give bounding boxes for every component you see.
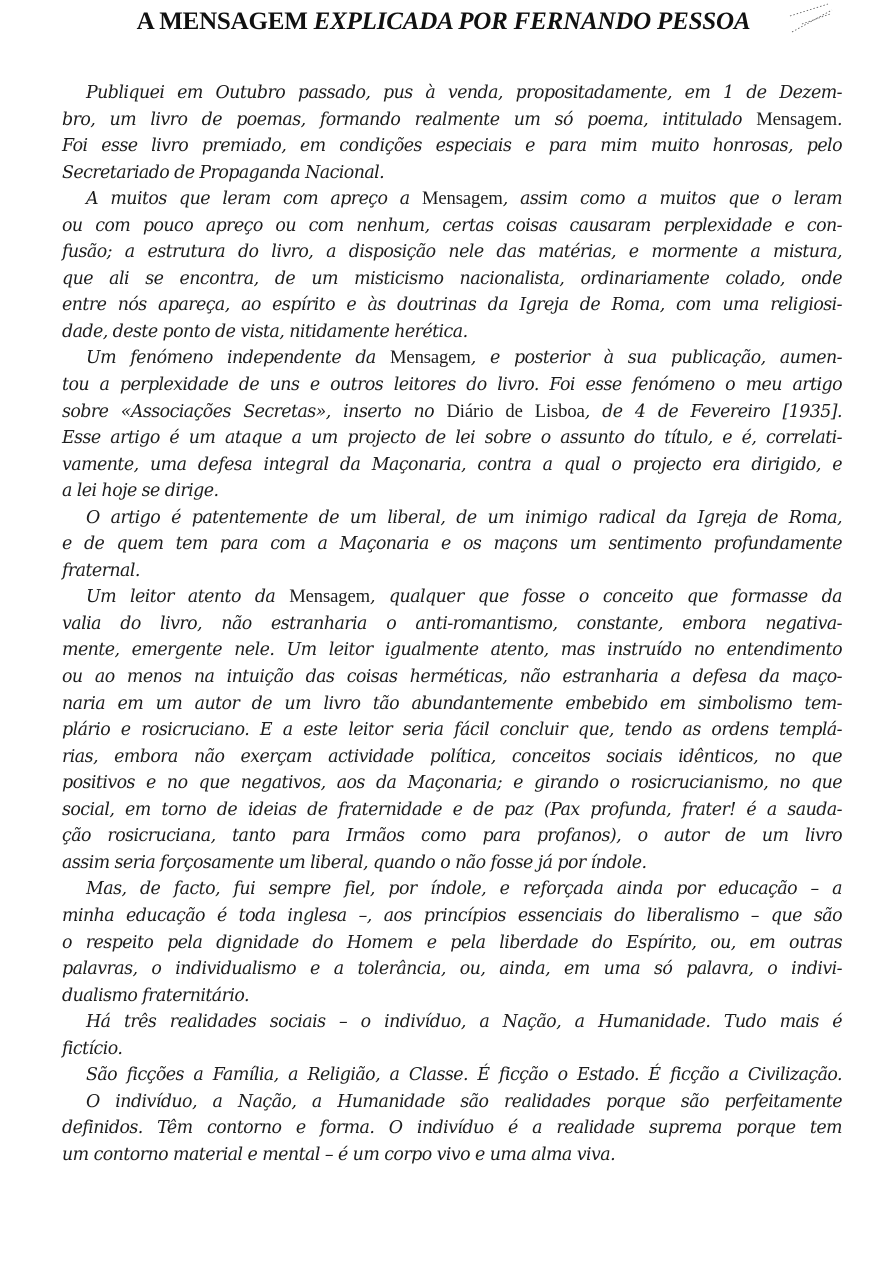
text-line xyxy=(62,345,842,372)
text-segment: ou ao menos na intuição das coisas herméticas, não estranharia a defesa da maço- xyxy=(62,667,842,688)
paragraph xyxy=(62,584,842,876)
text-line xyxy=(62,558,842,585)
paragraph xyxy=(62,505,842,585)
text-segment: O artigo é patentemente de um liberal, de um inimigo radical da Igreja de Roma, xyxy=(86,507,842,528)
text-line xyxy=(62,399,842,426)
text-line xyxy=(62,1036,842,1063)
text-line xyxy=(62,850,842,877)
text-line xyxy=(62,292,842,319)
text-line xyxy=(62,903,842,930)
text-line xyxy=(62,876,842,903)
text-segment: Esse artigo é um ataque a um projecto de lei sobre o assunto do título, e é, correlati- xyxy=(62,428,842,449)
title-reference: Mensagem xyxy=(756,108,838,130)
text-segment: entre nós apareça, ao espírito e às doutrinas da Igreja de Roma, com uma religiosi- xyxy=(62,295,842,316)
text-line xyxy=(62,425,842,452)
text-line xyxy=(62,1115,842,1142)
text-line xyxy=(62,213,842,240)
text-segment: bro, um livro de poemas, formando realmente um só poema, intitulado xyxy=(62,109,757,130)
text-segment: mente, emergente nele. Um leitor igualmente atento, mas instruído no entendimento xyxy=(62,640,842,661)
text-line xyxy=(62,956,842,983)
text-line xyxy=(62,823,842,850)
text-line xyxy=(62,770,842,797)
text-line xyxy=(62,80,842,107)
text-segment: valia do livro, não estranharia o anti-romantismo, constante, embora negativa- xyxy=(62,613,842,634)
text-line xyxy=(62,744,842,771)
text-segment: Secretariado de Propaganda Nacional. xyxy=(62,162,385,183)
text-line xyxy=(62,1142,842,1169)
text-line xyxy=(62,531,842,558)
text-segment: Um fenómeno independente da xyxy=(86,348,390,369)
text-line xyxy=(62,797,842,824)
page-title xyxy=(0,8,887,36)
paragraph xyxy=(62,345,842,504)
text-line xyxy=(62,584,842,611)
text-segment: , e posterior à sua publicação, aumen- xyxy=(470,348,842,369)
text-segment: definidos. Têm contorno e forma. O indivíduo é a realidade suprema porque tem xyxy=(62,1118,842,1139)
title-reference: Mensagem xyxy=(289,586,371,608)
text-segment: O indivíduo, a Nação, a Humanidade são realidades porque são perfeitamente xyxy=(86,1091,842,1112)
text-segment: tou a perplexidade de uns e outros leitores do livro. Foi esse fenómeno o meu artigo xyxy=(62,375,842,396)
text-line xyxy=(62,717,842,744)
paragraph xyxy=(62,876,842,1009)
text-segment: , assim como a muitos que o leram xyxy=(502,189,843,210)
text-line xyxy=(62,319,842,346)
paragraph xyxy=(62,1009,842,1062)
text-segment: A muitos que leram com apreço a xyxy=(86,189,422,210)
title-reference: Diário de Lisboa xyxy=(446,400,585,422)
text-line xyxy=(62,1089,842,1116)
text-segment: um contorno material e mental – é um corpo vivo e uma alma viva. xyxy=(62,1144,616,1165)
text-line xyxy=(62,1009,842,1036)
title-reference: Mensagem xyxy=(389,347,471,369)
text-line xyxy=(62,107,842,134)
text-segment: Publiquei em Outubro passado, pus à venda, propositadamente, em 1 de Dezem- xyxy=(86,83,842,103)
text-line xyxy=(62,372,842,399)
text-segment: assim seria forçosamente um liberal, quando o não fosse já por índole. xyxy=(62,852,647,873)
paragraph xyxy=(62,1062,842,1089)
title-roman: A MENSAGEM xyxy=(136,8,314,35)
text-segment: Foi esse livro premiado, em condições especiais e para mim muito honrosas, pelo xyxy=(62,136,842,157)
text-segment: que ali se encontra, de um misticismo nacionalista, ordinariamente colado, onde xyxy=(62,268,842,289)
text-segment: o respeito pela dignidade do Homem e pela liberdade do Espírito, ou, em outras xyxy=(62,932,842,953)
text-segment: plário e rosicruciano. E a este leitor seria fácil concluir que, tendo as ordens templá- xyxy=(62,720,842,741)
scan-marks-decoration xyxy=(782,2,838,36)
text-line xyxy=(62,266,842,293)
text-line xyxy=(62,930,842,957)
text-line xyxy=(62,983,842,1010)
text-segment: Há três realidades sociais – o indivíduo, a Nação, a Humanidade. Tudo mais é xyxy=(86,1012,842,1033)
text-line xyxy=(62,664,842,691)
text-segment: , qualquer que fosse o conceito que formasse da xyxy=(370,587,842,608)
text-segment: a lei hoje se dirige. xyxy=(62,481,219,502)
text-line xyxy=(62,637,842,664)
paragraph xyxy=(62,186,842,345)
text-line xyxy=(62,133,842,160)
text-segment: São ficções a Família, a Religião, a Classe. É ficção o Estado. É ficção a Civilização. xyxy=(86,1065,842,1086)
text-segment: e de quem tem para com a Maçonaria e os maçons um sentimento profundamente xyxy=(62,534,842,555)
text-segment: fictício. xyxy=(62,1038,123,1059)
text-line xyxy=(62,452,842,479)
title-reference: Mensagem xyxy=(421,188,503,210)
text-segment: . xyxy=(837,109,842,130)
text-segment: rias, embora não exerçam actividade política, conceitos sociais idênticos, no que xyxy=(62,746,842,767)
paragraph xyxy=(62,1089,842,1169)
text-segment: naria em um autor de um livro tão abundantemente embebido em simbolismo tem- xyxy=(62,693,842,714)
text-line xyxy=(62,160,842,187)
text-segment: social, em torno de ideias de fraternidade e de paz (Pax profunda, frater! é a sauda- xyxy=(62,799,842,820)
text-line xyxy=(62,691,842,718)
text-segment: minha educação é toda inglesa –, aos princípios essenciais do liberalismo – que são xyxy=(62,905,842,926)
text-segment: sobre «Associações Secretas», inserto no xyxy=(62,401,447,422)
text-line xyxy=(62,239,842,266)
text-line xyxy=(62,611,842,638)
text-segment: Mas, de facto, fui sempre fiel, por índole, e reforçada ainda por educação – a xyxy=(86,879,842,900)
paragraph xyxy=(62,80,842,186)
document-body xyxy=(62,80,842,1168)
text-segment: dade, deste ponto de vista, nitidamente herética. xyxy=(62,321,468,342)
text-segment: dualismo fraternitário. xyxy=(62,985,249,1006)
text-segment: ção rosicruciana, tanto para Irmãos como para profanos), o autor de um livro xyxy=(62,826,842,847)
text-line xyxy=(62,1062,842,1089)
text-segment: vamente, uma defesa integral da Maçonaria, contra a qual o projecto era dirigido, e xyxy=(62,454,842,475)
text-line xyxy=(62,478,842,505)
text-segment: positivos e no que negativos, aos da Maçonaria; e girando o rosicrucianismo, no que xyxy=(62,773,842,794)
text-segment: palavras, o individualismo e a tolerância, ou, ainda, em uma só palavra, o indivi- xyxy=(62,959,842,980)
text-segment: Um leitor atento da xyxy=(86,587,290,608)
text-line xyxy=(62,186,842,213)
text-segment: ou com pouco apreço ou com nenhum, certas coisas causaram perplexidade e con- xyxy=(62,215,842,236)
text-line xyxy=(62,505,842,532)
text-segment: , de 4 de Fevereiro [1935]. xyxy=(584,401,843,422)
title-italic: EXPLICADA POR FERNANDO PESSOA xyxy=(313,8,751,35)
text-segment: fraternal. xyxy=(62,560,140,581)
text-segment: fusão; a estrutura do livro, a disposição nele das matérias, e mormente a mistura, xyxy=(62,242,842,263)
